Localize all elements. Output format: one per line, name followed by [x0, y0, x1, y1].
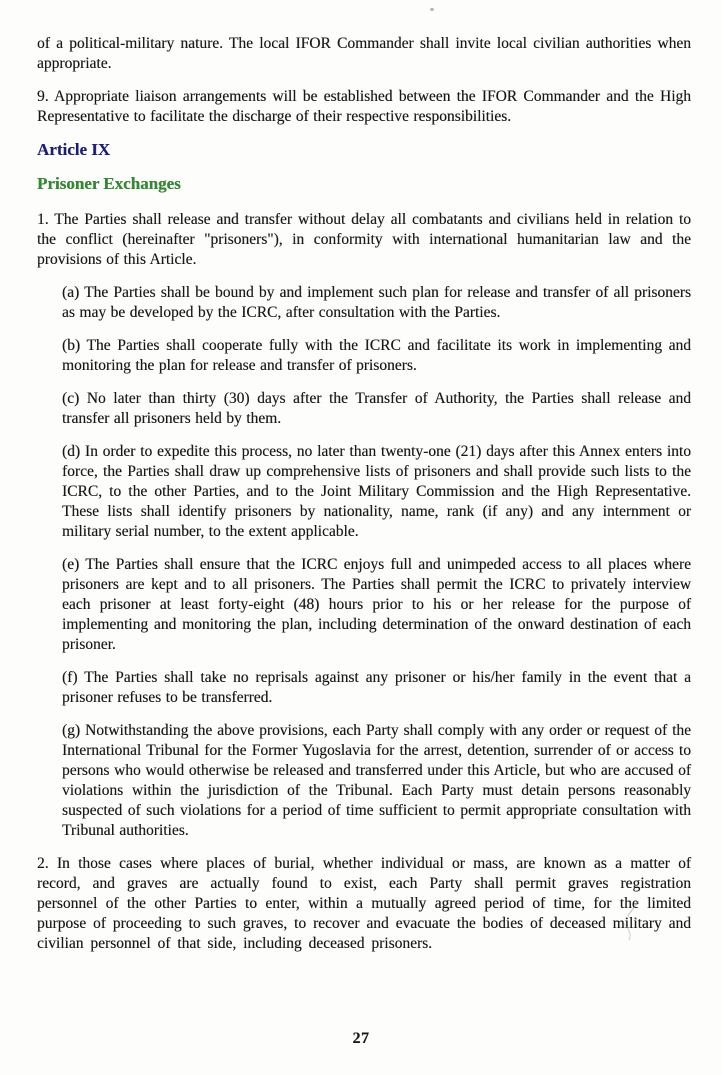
paragraph-1: 1. The Parties shall release and transfer without delay all combatants and civilians held in relation to the conflict (hereinafter "prisoners"), in conformity with international humanitarian law and the provisions of this Article. [37, 211, 691, 268]
subparagraph-label: (b) [62, 337, 81, 354]
subparagraph-label: (d) [62, 443, 81, 460]
subparagraph-d [62, 442, 691, 542]
paragraph-2: 2. In those cases where places of burial, whether individual or mass, are known as a matter of record, and graves are actually found to exist, each Party shall permit graves registration personnel of the other Parties to enter, within a mutually agreed period of time, for the limited purpose of proceeding to such graves, to recover and evacuate the bodies of deceased military and civilian personnel of that side, including deceased prisoners. [37, 855, 691, 952]
subparagraph-label: (g) [62, 722, 81, 739]
subparagraph-text: In order to expedite this process, no later than twenty-one (21) days after this Annex enters into force, the Parties shall draw up comprehensive lists of prisoners and shall provide such lists to the ICRC, to the other Parties, and to the Joint Military Commission and the High Representative. These lists shall identify prisoners by nationality, name, rank (if any) and any internment or military serial number, to the extent applicable. [62, 443, 691, 540]
subparagraph-label: (e) [62, 556, 80, 573]
subparagraph-f [62, 668, 691, 708]
paragraph-9: 9. Appropriate liaison arrangements will be established between the IFOR Commander and the High Representative to facilitate the discharge of their respective responsibilities. [37, 88, 691, 125]
subparagraph-label: (a) [62, 284, 80, 301]
page-number: 27 [352, 1030, 370, 1047]
subparagraph-a [62, 283, 691, 323]
subparagraph-text: The Parties shall ensure that the ICRC enjoys full and unimpeded access to all places where prisoners are kept and to all prisoners. The Parties shall permit the ICRC to privately interview each prisoner at least forty-eight (48) hours prior to his or her release for the purpose of implementing and monitoring the plan, including determination of the onward destination of each prisoner. [62, 556, 691, 653]
paragraph-continuation: of a political-military nature. The local IFOR Commander shall invite local civilian authorities when appropriate. [37, 35, 691, 72]
subparagraph-text: The Parties shall take no reprisals against any prisoner or his/her family in the event that a prisoner refuses to be transferred. [62, 669, 691, 706]
scan-speck [430, 8, 434, 11]
subparagraph-label: (f) [62, 669, 78, 686]
subparagraph-label: (c) [62, 390, 80, 407]
subparagraph-text: No later than thirty (30) days after the Transfer of Authority, the Parties shall release and transfer all prisoners held by them. [62, 390, 692, 427]
subparagraph-text: The Parties shall cooperate fully with the ICRC and facilitate its work in implementing and monitoring the plan for release and transfer of prisoners. [62, 337, 692, 374]
article-heading: Article IX [37, 140, 111, 159]
subparagraph-b [62, 336, 691, 376]
subparagraph-text: The Parties shall be bound by and implement such plan for release and transfer of all prisoners as may be developed by the ICRC, after consultation with the Parties. [62, 284, 691, 321]
section-heading: Prisoner Exchanges [37, 174, 181, 193]
subparagraph-e [62, 555, 691, 655]
subparagraph-text: Notwithstanding the above provisions, each Party shall comply with any order or request of the International Tribunal for the Former Yugoslavia for the arrest, detention, surrender of or access to persons who would otherwise be released and transferred under this Article, but who are accused of violations within the jurisdiction of the Tribunal. Each Party must detain persons reasonably suspected of such violations for a period of time sufficient to permit appropriate consultation with Tribunal authorities. [62, 722, 691, 839]
subparagraph-c [62, 389, 691, 429]
scan-smudge [614, 898, 648, 946]
subparagraph-g [62, 721, 691, 841]
document-text-block [37, 34, 691, 967]
